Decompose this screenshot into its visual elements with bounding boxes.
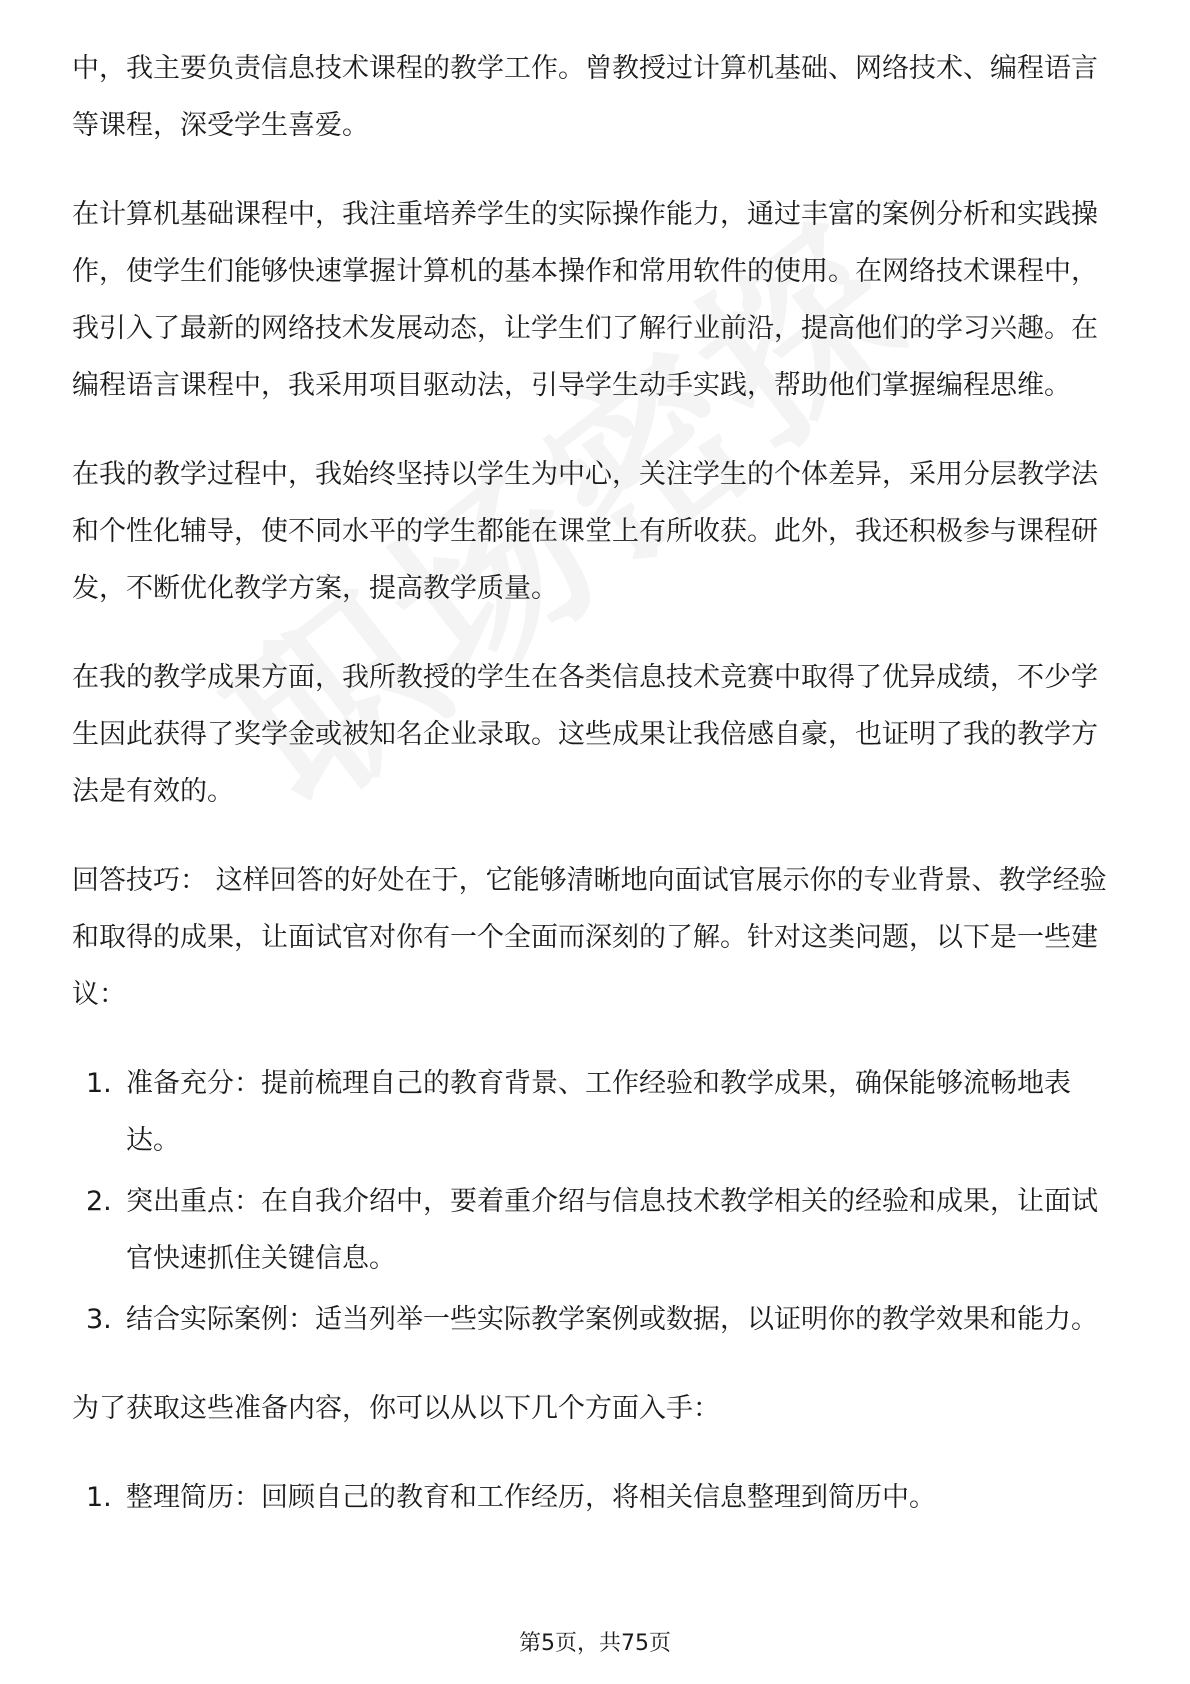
list-item-number: 1. [86,1482,112,1513]
list-item-text: 准备充分：提前梳理自己的教育背景、工作经验和教学成果，确保能够流畅地表达。 [126,1068,1071,1156]
list-item [72,1173,1122,1287]
paragraph-2: 在计算机基础课程中，我注重培养学生的实际操作能力，通过丰富的案例分析和实践操作，使学生们能够快速掌握计算机的基本操作和常用软件的使用。在网络技术课程中，我引入了最新的网络技术发展动态，让学生们了解行业前沿，提高他们的学习兴趣。在编程语言课程中，我采用项目驱动法，引导学生动手实践，帮助他们掌握编程思维。 [72,199,1098,401]
list-item [72,1291,1122,1348]
page-footer: 第5页，共75页 [519,1631,671,1656]
prep-list [72,1469,1122,1526]
paragraph-3: 在我的教学过程中，我始终坚持以学生为中心，关注学生的个体差异，采用分层教学法和个性化辅导，使不同水平的学生都能在课堂上有所收获。此外，我还积极参与课程研发，不断优化教学方案，提高教学质量。 [72,459,1098,604]
prep-intro: 为了获取这些准备内容，你可以从以下几个方面入手： [72,1393,720,1424]
list-item-text: 整理简历：回顾自己的教育和工作经历，将相关信息整理到简历中。 [126,1482,936,1513]
paragraph-answer-tips: 回答技巧： 这样回答的好处在于，它能够清晰地向面试官展示你的专业背景、教学经验和取得的成果，让面试官对你有一个全面而深刻的了解。针对这类问题，以下是一些建议： [72,865,1107,1010]
list-item [72,1055,1122,1169]
paragraph-4: 在我的教学成果方面，我所教授的学生在各类信息技术竞赛中取得了优异成绩，不少学生因此获得了奖学金或被知名企业录取。这些成果让我倍感自豪，也证明了我的教学方法是有效的。 [72,662,1098,807]
paragraph-1: 中，我主要负责信息技术课程的教学工作。曾教授过计算机基础、网络技术、编程语言等课程，深受学生喜爱。 [72,53,1098,141]
list-item-number: 1. [86,1068,112,1099]
list-item-text: 结合实际案例：适当列举一些实际教学案例或数据，以证明你的教学效果和能力。 [126,1304,1098,1335]
tips-list [72,1055,1122,1348]
list-item-text: 突出重点：在自我介绍中，要着重介绍与信息技术教学相关的经验和成果，让面试官快速抓住关键信息。 [126,1186,1098,1274]
list-item-number: 3. [86,1304,112,1335]
list-item [72,1469,1122,1526]
document-page [72,40,1122,1530]
list-item-number: 2. [86,1186,112,1217]
